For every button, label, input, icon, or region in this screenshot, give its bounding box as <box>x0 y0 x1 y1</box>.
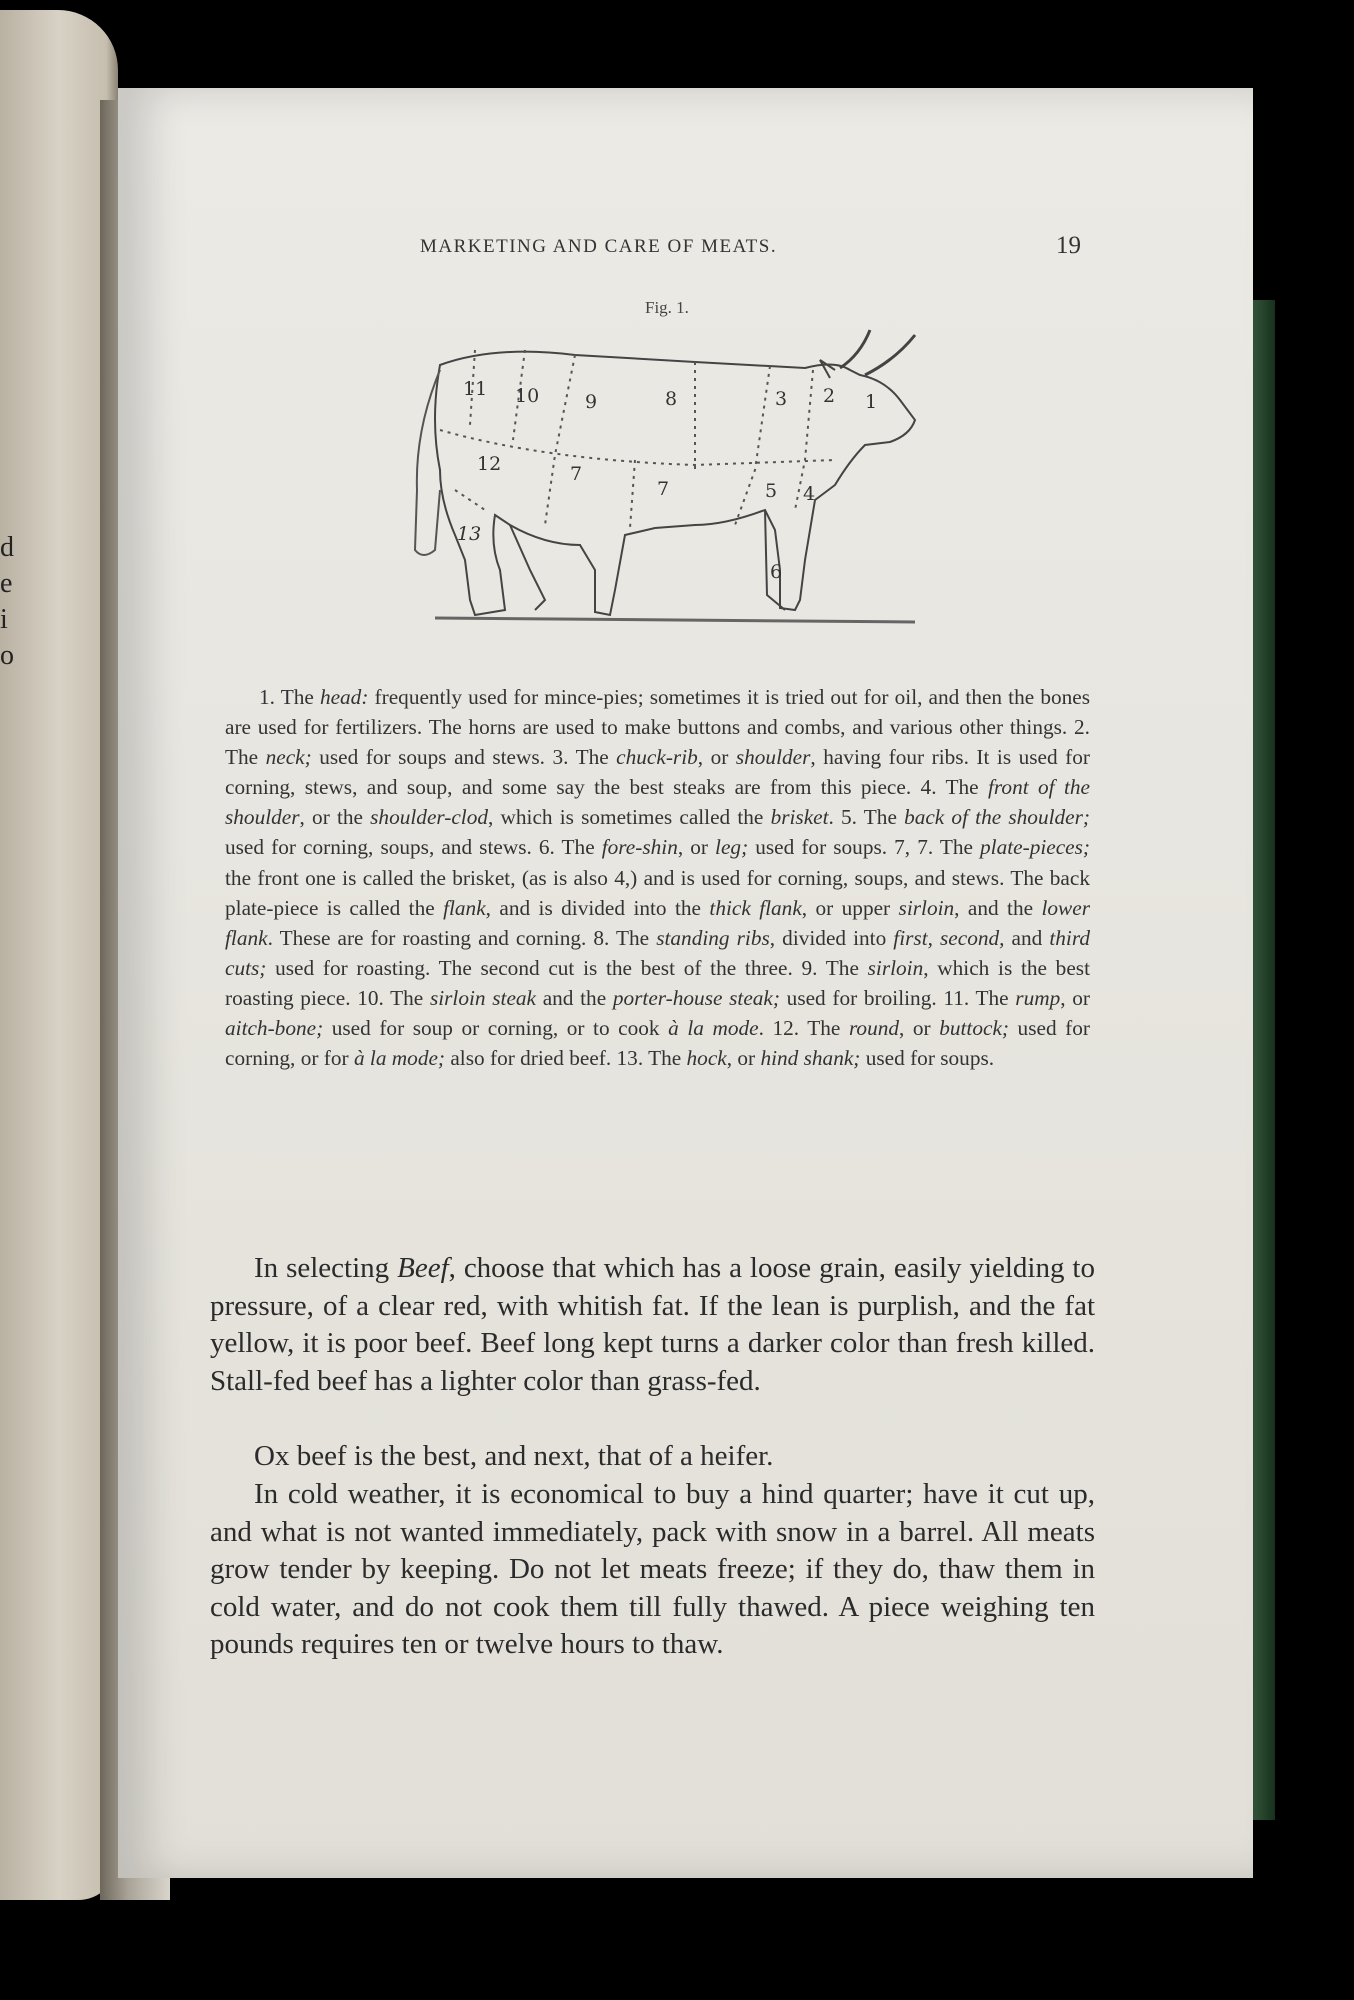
legend-run: à la mode <box>668 1016 759 1041</box>
paragraph-selecting-beef <box>210 1250 1095 1400</box>
legend-run: the front one is called the brisket, (as is also 4,) and is used for corning, soups, and stews. The back plate-piece is called the <box>225 865 1090 920</box>
p1-beef: Beef <box>397 1252 449 1284</box>
left-page-text-fragments <box>0 530 14 674</box>
legend-run: , or upper <box>801 895 899 920</box>
legend-run: first, second, <box>893 925 1005 950</box>
legend-run: frequently used for mince-pies; sometimes it is tried out for oil, and then the bones are used for fertilizers. The horns are used to make buttons and combs, and various other things. 2. The <box>225 685 1090 770</box>
cut-label-7-front: 7 <box>657 478 670 500</box>
legend-run: plate-pieces; <box>980 835 1091 860</box>
left-mark: o <box>0 640 14 671</box>
legend-run: used for roasting. The second cut is the best of the three. 9. The <box>266 955 868 980</box>
legend-run: . 12. The <box>758 1016 849 1041</box>
legend-run: hind shank; <box>760 1046 861 1071</box>
left-mark: i <box>0 604 8 635</box>
legend-run: buttock; <box>939 1016 1009 1041</box>
cut-label-2: 2 <box>823 385 836 407</box>
legend-run: , which is sometimes called the <box>488 805 771 830</box>
legend-run: used for broiling. 11. The <box>779 985 1016 1010</box>
legend-run: , or the <box>299 805 371 830</box>
legend-run: rump <box>1015 985 1061 1010</box>
legend-run: and <box>1004 925 1050 950</box>
legend-run: used for soup or corning, or to cook <box>323 1016 669 1041</box>
paragraph-cold-weather: In cold weather, it is economical to buy a hind quarter; have it cut up, and what is not wanted immediately, pack with snow in a barrel. All meats grow tender by keeping. Do not let meats freeze; if they do, thaw them in cold water, and do not cook them till fully thawed. A piece weighing ten pounds requires ten or twelve hours to thaw. <box>210 1478 1095 1660</box>
cut-label-7-back: 7 <box>570 463 583 485</box>
legend-run: flank <box>443 895 486 920</box>
left-mark: d <box>0 532 14 563</box>
legend-run: also for dried beef. 13. The <box>445 1046 687 1071</box>
legend-run: and the <box>536 985 613 1010</box>
legend-run: , or <box>1060 985 1090 1010</box>
p1-start: In selecting <box>254 1252 398 1284</box>
legend-run: leg; <box>715 835 749 860</box>
legend-run: fore-shin <box>601 835 678 860</box>
legend-run: brisket <box>770 805 829 830</box>
legend-run: round <box>848 1016 900 1041</box>
legend-run: . These are for roasting and corning. 8. The <box>267 925 657 950</box>
legend-run: shoulder-clod <box>370 805 489 830</box>
cut-label-10: 10 <box>515 385 540 407</box>
legend-run: , or <box>677 835 716 860</box>
legend-run: back of the shoulder; <box>904 805 1090 830</box>
legend-run: , and the <box>954 895 1042 920</box>
running-head: MARKETING AND CARE OF MEATS. <box>420 236 778 257</box>
cut-legend <box>225 682 1090 1073</box>
legend-run: à la mode; <box>353 1046 446 1071</box>
cut-label-12: 12 <box>477 453 502 475</box>
figure-caption: Fig. 1. <box>645 298 689 317</box>
left-mark: e <box>0 568 13 599</box>
p1-rest: , choose that which has a loose grain, easily yielding to pressure, of a clear red, with whitish fat. If the lean is purplish, and the fat yellow, it is poor beef. Beef long kept turns a darker color than fresh killed. Stall-fed beef has a lighter color than grass-fed. <box>210 1252 1095 1397</box>
legend-run: , or <box>697 745 736 770</box>
legend-run: front of the shoulder <box>225 775 1090 830</box>
legend-run: shoulder <box>735 745 811 770</box>
cut-label-8: 8 <box>665 388 678 410</box>
legend-run: hock <box>686 1046 727 1071</box>
legend-run: aitch-bone; <box>225 1016 324 1041</box>
legend-run: thick flank <box>709 895 802 920</box>
legend-run: lower flank <box>225 895 1090 950</box>
legend-run: standing ribs <box>656 925 770 950</box>
legend-run: , which is the best roasting piece. 10. The <box>225 955 1090 1010</box>
legend-run: sirloin <box>867 955 924 980</box>
legend-run: used for soups. <box>860 1046 995 1071</box>
cut-label-9: 9 <box>585 391 598 413</box>
legend-run: . 5. The <box>828 805 905 830</box>
cut-label-3: 3 <box>775 388 788 410</box>
legend-run: , divided into <box>769 925 894 950</box>
legend-run: , and is divided into the <box>485 895 710 920</box>
legend-run: used for soups. 7, 7. The <box>748 835 981 860</box>
legend-run: 1. The <box>259 685 320 709</box>
legend-run: sirloin <box>898 895 955 920</box>
page-number: 19 <box>1056 232 1081 259</box>
legend-run: used for corning, or for <box>225 1016 1090 1071</box>
cut-label-5: 5 <box>765 480 778 502</box>
paragraph-ox-beef: Ox beef is the best, and next, that of a heifer. <box>254 1440 774 1472</box>
legend-run: used for corning, soups, and stews. 6. The <box>225 835 602 860</box>
legend-run: , or <box>726 1046 761 1071</box>
cut-label-1: 1 <box>865 391 878 413</box>
cut-label-11: 11 <box>463 378 488 400</box>
beef-cuts-diagram <box>395 310 935 650</box>
legend-run: head: <box>319 685 369 709</box>
legend-run: , having four ribs. It is used for corning, stews, and soup, and some say the best steaks are from this piece. 4. The <box>225 745 1090 800</box>
legend-run: neck; <box>265 745 312 770</box>
cut-label-13: 13 <box>457 523 482 545</box>
legend-run: third cuts; <box>225 925 1090 980</box>
cut-label-4: 4 <box>803 483 816 505</box>
legend-run: used for soups and stews. 3. The <box>311 745 617 770</box>
cut-label-6: 6 <box>770 561 783 583</box>
legend-run: chuck-rib <box>616 745 698 770</box>
legend-run: sirloin steak <box>429 985 537 1010</box>
legend-run: porter-house steak; <box>612 985 780 1010</box>
legend-run: , or <box>899 1016 940 1041</box>
